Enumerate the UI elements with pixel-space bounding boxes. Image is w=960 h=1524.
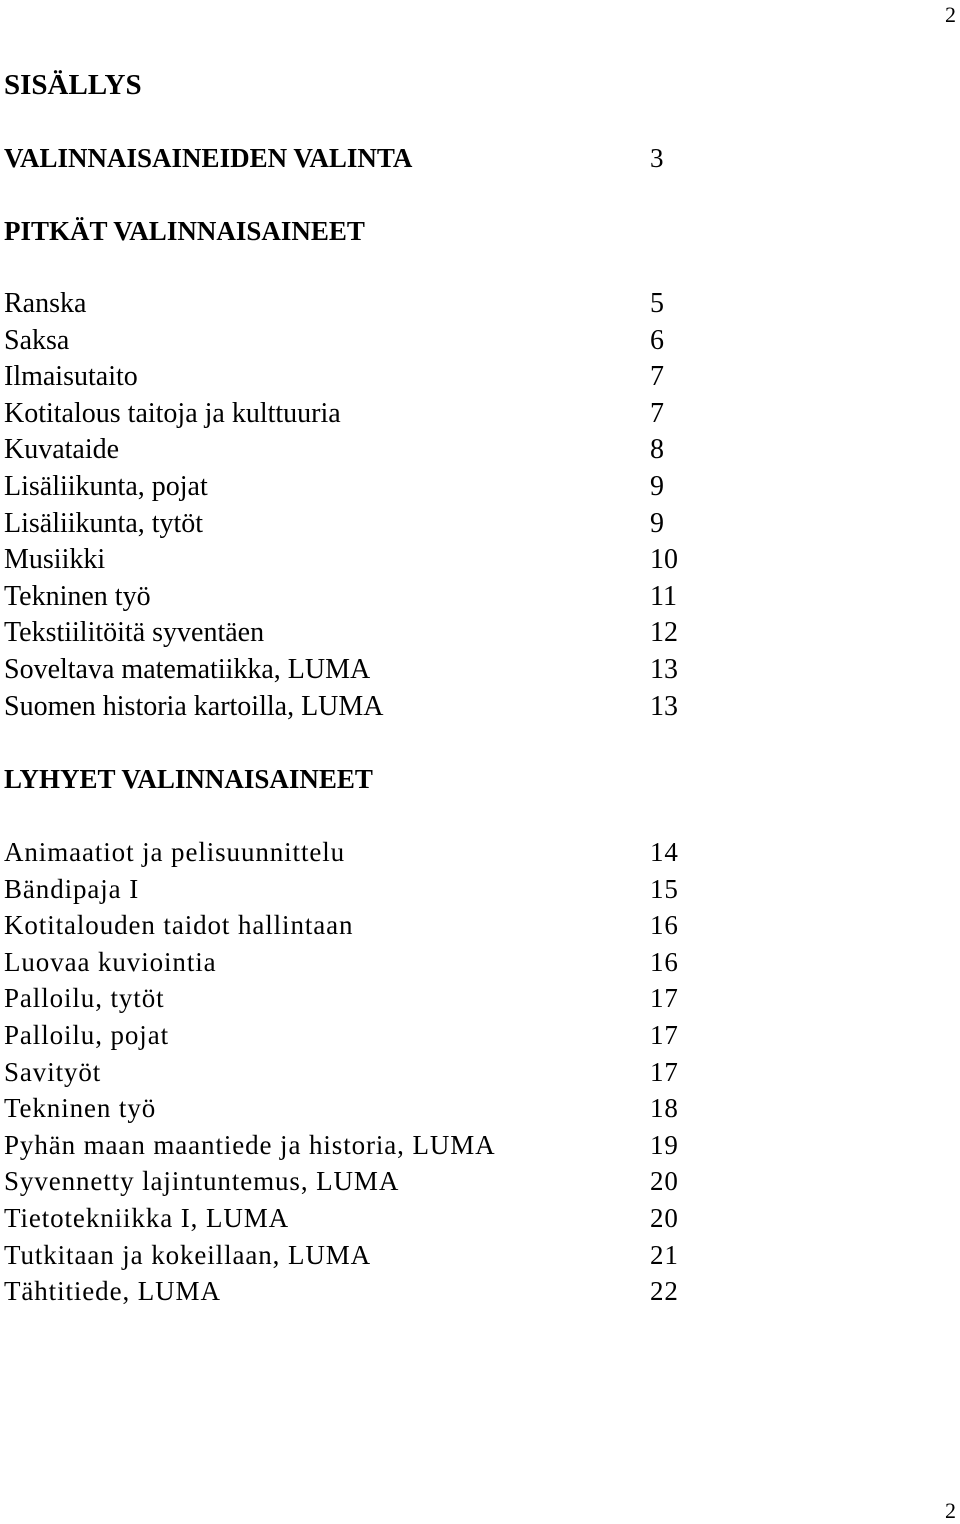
- toc-entry[interactable]: [4, 871, 704, 908]
- toc-entry-page: 8: [650, 434, 664, 466]
- toc-entry-page: 6: [650, 324, 664, 356]
- toc-entry-page: 16: [650, 946, 679, 977]
- toc-entry[interactable]: [4, 1237, 704, 1274]
- toc-entry[interactable]: [4, 1090, 704, 1127]
- toc-entry[interactable]: [4, 359, 704, 396]
- toc-entry-label: Lisäliikunta, tytöt: [4, 507, 204, 539]
- toc-entry[interactable]: [4, 689, 704, 726]
- toc-entry-label: Kuvataide: [4, 434, 120, 466]
- page-number-top: 2: [945, 2, 956, 27]
- toc-entry[interactable]: [4, 579, 704, 616]
- toc-entry-page: 13: [650, 653, 678, 685]
- toc-entry-label: Suomen historia kartoilla, LUMA: [4, 690, 384, 722]
- toc-entry-page: 17: [650, 983, 679, 1014]
- toc-entry-page: 17: [650, 1019, 679, 1050]
- toc-entry[interactable]: [4, 1163, 704, 1200]
- toc-entry[interactable]: [4, 944, 704, 981]
- toc-entry[interactable]: [4, 1054, 704, 1091]
- toc-entry-page: 20: [650, 1166, 679, 1197]
- section-heading-lyhyet-valinnaisaineet: [4, 760, 704, 798]
- toc-entry-page: 22: [650, 1276, 679, 1307]
- toc-entry-label: Palloilu, pojat: [4, 1019, 169, 1050]
- toc-entry[interactable]: [4, 432, 704, 469]
- toc-list-pitkat: [4, 286, 704, 725]
- toc-entry[interactable]: [4, 396, 704, 433]
- toc-entry-page: 20: [650, 1202, 679, 1233]
- toc-entry-page: 17: [650, 1056, 679, 1087]
- toc-entry-page: 9: [650, 470, 664, 502]
- toc-entry-label: Ilmaisutaito: [4, 361, 138, 393]
- toc-entry-page: 16: [650, 910, 679, 941]
- section-heading-page: 3: [650, 143, 664, 173]
- toc-title: SISÄLLYS: [4, 69, 142, 101]
- toc-entry[interactable]: [4, 1200, 704, 1237]
- toc-entry-page: 15: [650, 873, 679, 904]
- toc-entry-label: Tekstiilitöitä syventäen: [4, 617, 265, 649]
- toc-entry[interactable]: [4, 323, 704, 360]
- toc-entry-page: 12: [650, 617, 678, 649]
- toc-entry-label: Tietotekniikka I, LUMA: [4, 1202, 290, 1233]
- toc-entry-label: Bändipaja I: [4, 873, 140, 904]
- toc-entry-page: 14: [650, 837, 679, 867]
- toc-entry-label: Luovaa kuviointia: [4, 946, 217, 977]
- toc-entry-label: Kotitalouden taidot hallintaan: [4, 910, 354, 941]
- toc-entry-label: Animaatiot ja pelisuunnittelu: [4, 837, 346, 867]
- toc-entry-label: Tähtitiede, LUMA: [4, 1276, 221, 1307]
- toc-entry-label: Kotitalous taitoja ja kulttuuria: [4, 397, 341, 429]
- section-heading-label: PITKÄT VALINNAISAINEET: [4, 216, 365, 246]
- toc-entry-label: Ranska: [4, 288, 87, 319]
- section-heading-label: VALINNAISAINEIDEN VALINTA: [4, 143, 413, 173]
- toc-entry-label: Savityöt: [4, 1056, 102, 1087]
- toc-entry-label: Soveltava matematiikka, LUMA: [4, 653, 371, 685]
- section-heading-label: LYHYET VALINNAISAINEET: [4, 764, 373, 794]
- toc-entry[interactable]: [4, 1273, 704, 1310]
- toc-entry-page: 7: [650, 361, 664, 393]
- toc-entry[interactable]: [4, 615, 704, 652]
- toc-entry-label: Tekninen työ: [4, 580, 151, 612]
- toc-entry-page: 5: [650, 288, 664, 319]
- toc-entry-label: Tekninen työ: [4, 1093, 157, 1124]
- toc-entry-page: 18: [650, 1093, 679, 1124]
- toc-entry-page: 13: [650, 690, 678, 722]
- toc-entry[interactable]: [4, 907, 704, 944]
- page-number-bottom: 2: [945, 1498, 956, 1523]
- section-heading-valinnaisaineiden-valinta: [4, 139, 704, 177]
- section-heading-pitkat-valinnaisaineet: [4, 212, 704, 250]
- toc-entry-label: Palloilu, tytöt: [4, 983, 165, 1014]
- toc-entry-page: 19: [650, 1129, 679, 1160]
- toc-entry[interactable]: [4, 1127, 704, 1164]
- toc-entry-page: 9: [650, 507, 664, 539]
- toc-entry-label: Lisäliikunta, pojat: [4, 470, 208, 502]
- toc-entry[interactable]: [4, 542, 704, 579]
- toc-entry-label: Tutkitaan ja kokeillaan, LUMA: [4, 1239, 372, 1270]
- toc-entry-page: 11: [650, 580, 677, 612]
- toc-entry-label: Syvennetty lajintuntemus, LUMA: [4, 1166, 400, 1197]
- toc-entry[interactable]: [4, 1017, 704, 1054]
- toc-entry-label: Musiikki: [4, 544, 106, 576]
- toc-list-lyhyet: [4, 834, 704, 1310]
- toc-entry[interactable]: [4, 286, 704, 323]
- toc-entry-label: Pyhän maan maantiede ja historia, LUMA: [4, 1129, 496, 1160]
- toc-entry[interactable]: [4, 980, 704, 1017]
- toc-entry[interactable]: [4, 469, 704, 506]
- toc-entry-label: Saksa: [4, 324, 70, 356]
- toc-entry[interactable]: [4, 834, 704, 871]
- toc-entry[interactable]: [4, 506, 704, 543]
- toc-entry[interactable]: [4, 652, 704, 689]
- toc-entry-page: 7: [650, 397, 664, 429]
- toc-entry-page: 10: [650, 544, 678, 576]
- toc-entry-page: 21: [650, 1239, 679, 1270]
